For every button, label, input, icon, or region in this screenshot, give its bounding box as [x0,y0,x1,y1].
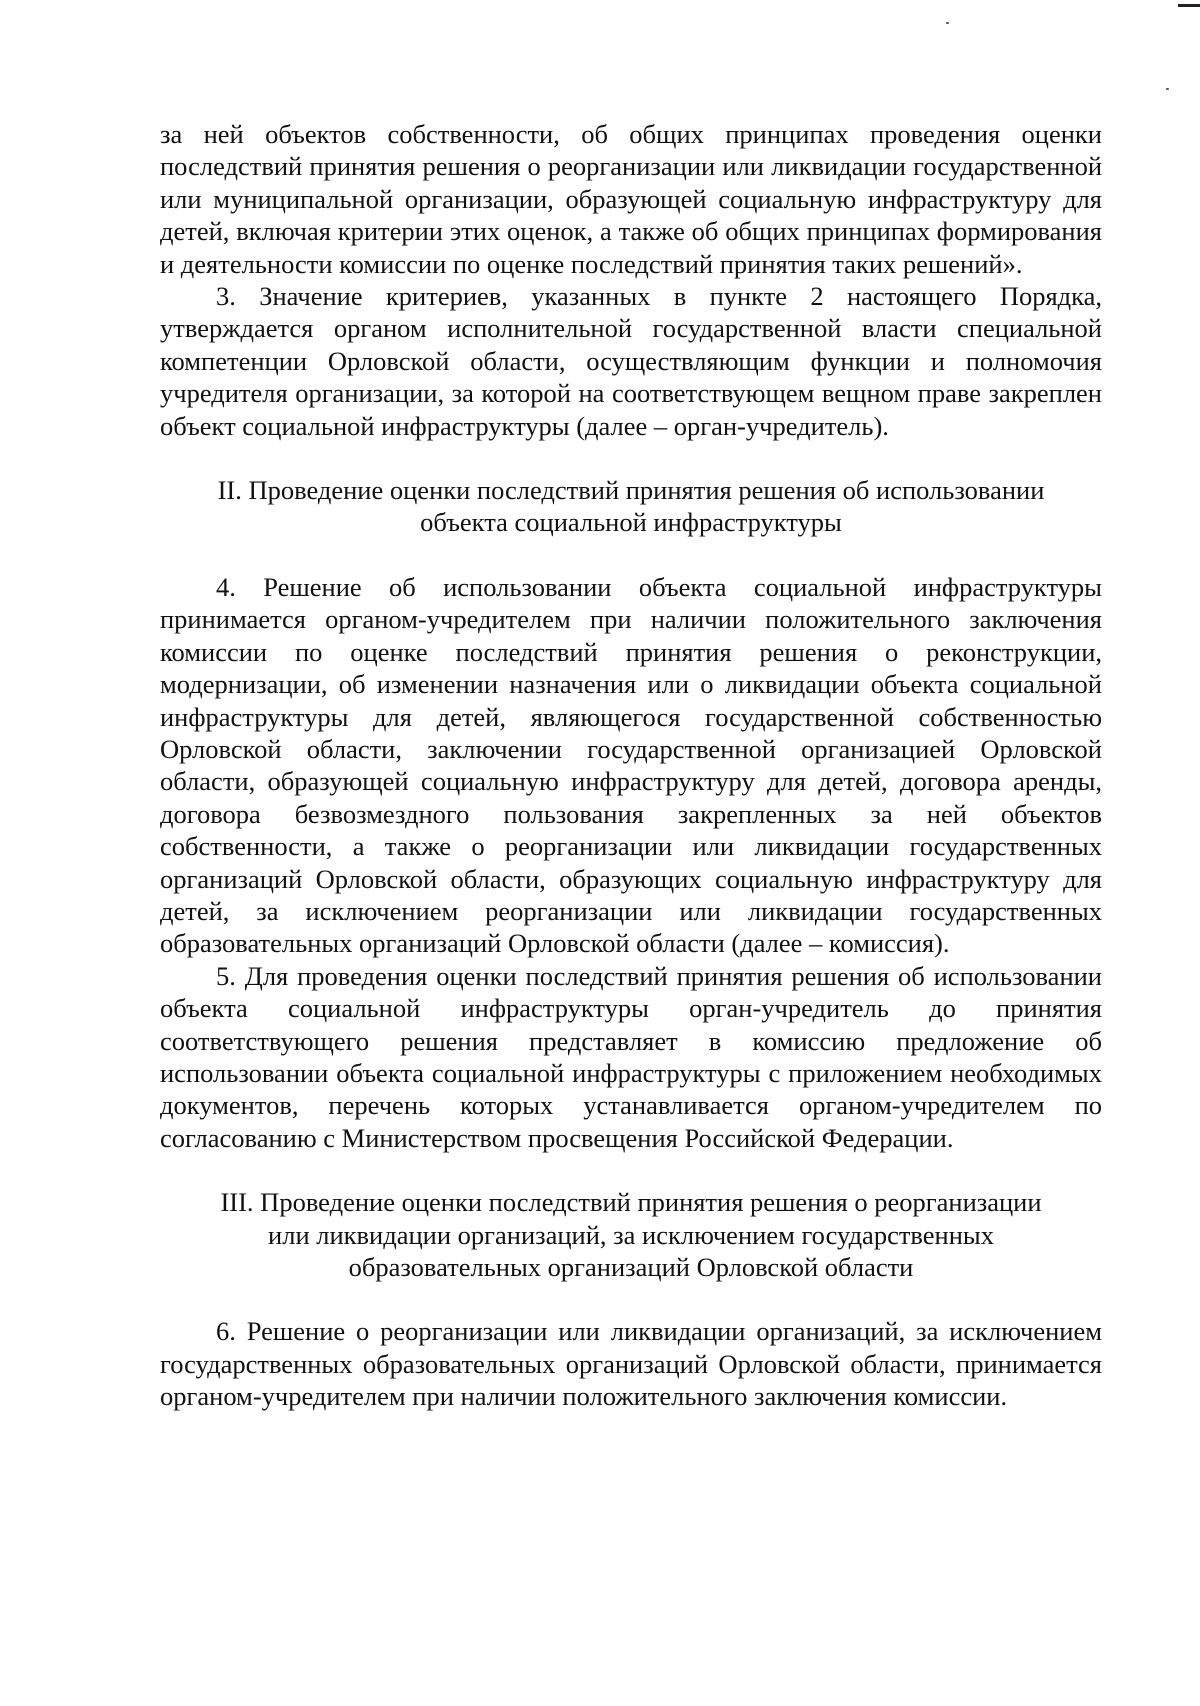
section-heading-3 [180,1186,1082,1283]
spacer [160,1283,1102,1315]
section-heading-3-line: или ликвидации организаций, за исключением государственных [268,1219,994,1250]
spacer [160,1154,1102,1186]
spacer [160,442,1102,474]
paragraph-continuation: за ней объектов собственности, об общих принципах проведения оценки последствий принятия решения о реорганизации или ликвидации государственной или муниципальной организации, образующей социальную инфраструктуру для детей, включая критерии этих оценок, а также об общих принципах формирования и деятельности комиссии по оценке последствий принятия таких решений». [160,119,1102,279]
section-heading-2: II. Проведение оценки последствий принятия решения об использовании объекта социальной инфраструктуры [217,475,1045,538]
section-heading-3-line: образовательных организаций Орловской области [348,1252,914,1282]
paragraph-5: 5. Для проведения оценки последствий принятия решения об использовании объекта социальной инфраструктуры орган-учредитель до принятия соответствующего решения представляет в комиссию предложение об использовании объекта социальной инфраструктуры с приложением необходимых документов, перечень которых устанавливается органом-учредителем по согласованию с Министерством просвещения Российской Федерации. [160,960,1102,1153]
scan-edge-mark [1178,4,1200,7]
scan-speck [1166,88,1169,90]
paragraph-4: 4. Решение об использовании объекта социальной инфраструктуры принимается органом-учредителем при наличии положительного заключения комиссии по оценке последствий принятия решения о реконструкции, модернизации, об изменении назначения или о ликвидации объекта социальной инфраструктуры для детей, являющегося государственной собственностью Орловской области, заключении государственной организацией Орловской области, образующей социальную инфраструктуру для детей, договора аренды, договора безвозмездного пользования закрепленных за ней объектов собственности, а также о реорганизации или ликвидации государственных организаций Орловской области, образующих социальную инфраструктуру для детей, за исключением реорганизации или ликвидации государственных образовательных организаций Орловской области (далее – комиссия). [160,571,1102,959]
paragraph-6: 6. Решение о реорганизации или ликвидации организаций, за исключением государственных образовательных организаций Орловской области, принимается органом-учредителем при наличии положительного заключения комиссии. [160,1316,1102,1412]
document-page [160,118,1102,1413]
paragraph-3: 3. Значение критериев, указанных в пункте 2 настоящего Порядка, утверждается органом исполнительной государственной власти специальной компетенции Орловской области, осуществляющим функции и полномочия учредителя организации, за которой на соответствующем вещном праве закреплен объект социальной инфраструктуры (далее – орган-учредитель). [160,281,1102,441]
spacer [160,539,1102,571]
section-heading-3-line: III. Проведение оценки последствий принятия решения о реорганизации [220,1187,1042,1218]
scan-speck [946,22,949,24]
